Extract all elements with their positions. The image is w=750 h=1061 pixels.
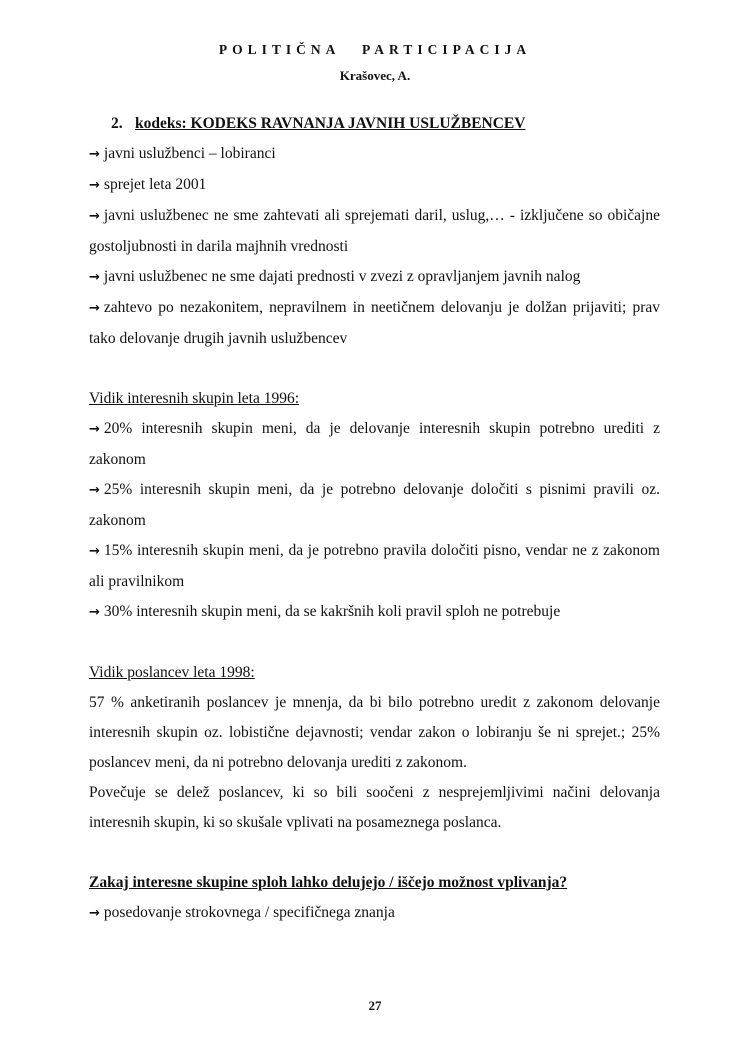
list-item [89,597,660,628]
section-title: kodeks: KODEKS RAVNANJA JAVNIH USLUŽBENCEV [135,115,526,132]
list-item [89,475,660,536]
spacer [89,628,660,658]
section-number: 2. [111,115,123,132]
list-item-text: 30% interesnih skupin meni, da se kakršnih koli pravil sploh ne potrebuje [103,603,561,620]
list-item-text: sprejet leta 2001 [103,176,207,193]
list-item-text: 20% interesnih skupin meni, da je delovanje interesnih skupin potrebno urediti z zakonom [89,420,660,468]
section-heading [89,109,660,139]
list-item [89,262,660,293]
list-item [89,414,660,475]
list-item-text: javni uslužbenci – lobiranci [103,145,276,162]
arrow-right-icon: → [89,178,100,193]
paragraph: Povečuje se delež poslancev, ki so bili soočeni z nesprejemljivimi načini delovanja interesnih skupin, ki so skušale vplivati na posameznega poslanca. [89,784,660,831]
spacer [89,354,660,384]
mps-heading: Vidik poslancev leta 1998: [89,664,255,681]
page-body [89,109,660,929]
arrow-right-icon: → [89,544,100,559]
list-item [89,201,660,262]
list-item-text: posedovanje strokovnega / specifičnega znanja [103,904,395,921]
list-item [89,139,660,170]
why-heading: Zakaj interesne skupine sploh lahko delujejo / iščejo možnost vplivanja? [89,874,568,891]
arrow-right-icon: → [89,906,100,921]
list-item-text: javni uslužbenec ne sme zahtevati ali sprejemati daril, uslug,… - izključene so običajne gostoljubnosti in darila majhnih vrednosti [89,207,660,255]
paragraph: 57 % anketiranih poslancev je mnenja, da bi bilo potrebno uredit z zakonom delovanje interesnih skupin oz. lobistične dejavnosti; vendar zakon o lobiranju še ni sprejet.; 25% poslancev meni, da ni potrebno delovanja urediti z zakonom. [89,694,660,771]
list-item-text: javni uslužbenec ne sme dajati prednosti v zvezi z opravljanjem javnih nalog [103,268,581,285]
interest-groups-heading: Vidik interesnih skupin leta 1996: [89,390,300,407]
arrow-right-icon: → [89,605,100,620]
running-header-title: POLITIČNA PARTICIPACIJA [218,42,532,57]
running-header-author: Krašovec, A. [339,68,411,83]
arrow-right-icon: → [89,270,100,285]
arrow-right-icon: → [89,147,100,162]
arrow-right-icon: → [89,301,100,316]
list-item [89,898,660,929]
list-item [89,536,660,597]
arrow-right-icon: → [89,422,100,437]
list-item [89,170,660,201]
page-number: 27 [368,998,382,1013]
spacer [89,838,660,868]
arrow-right-icon: → [89,483,100,498]
list-item-text: 15% interesnih skupin meni, da je potrebno pravila določiti pisno, vendar ne z zakonom ali pravilnikom [89,542,660,590]
list-item [89,293,660,354]
list-item-text: 25% interesnih skupin meni, da je potrebno delovanje določiti s pisnimi pravili oz. zakonom [89,481,660,529]
list-item-text: zahtevo po nezakonitem, nepravilnem in neetičnem delovanju je dolžan prijaviti; prav tako delovanje drugih javnih uslužbencev [89,299,660,347]
arrow-right-icon: → [89,209,100,224]
